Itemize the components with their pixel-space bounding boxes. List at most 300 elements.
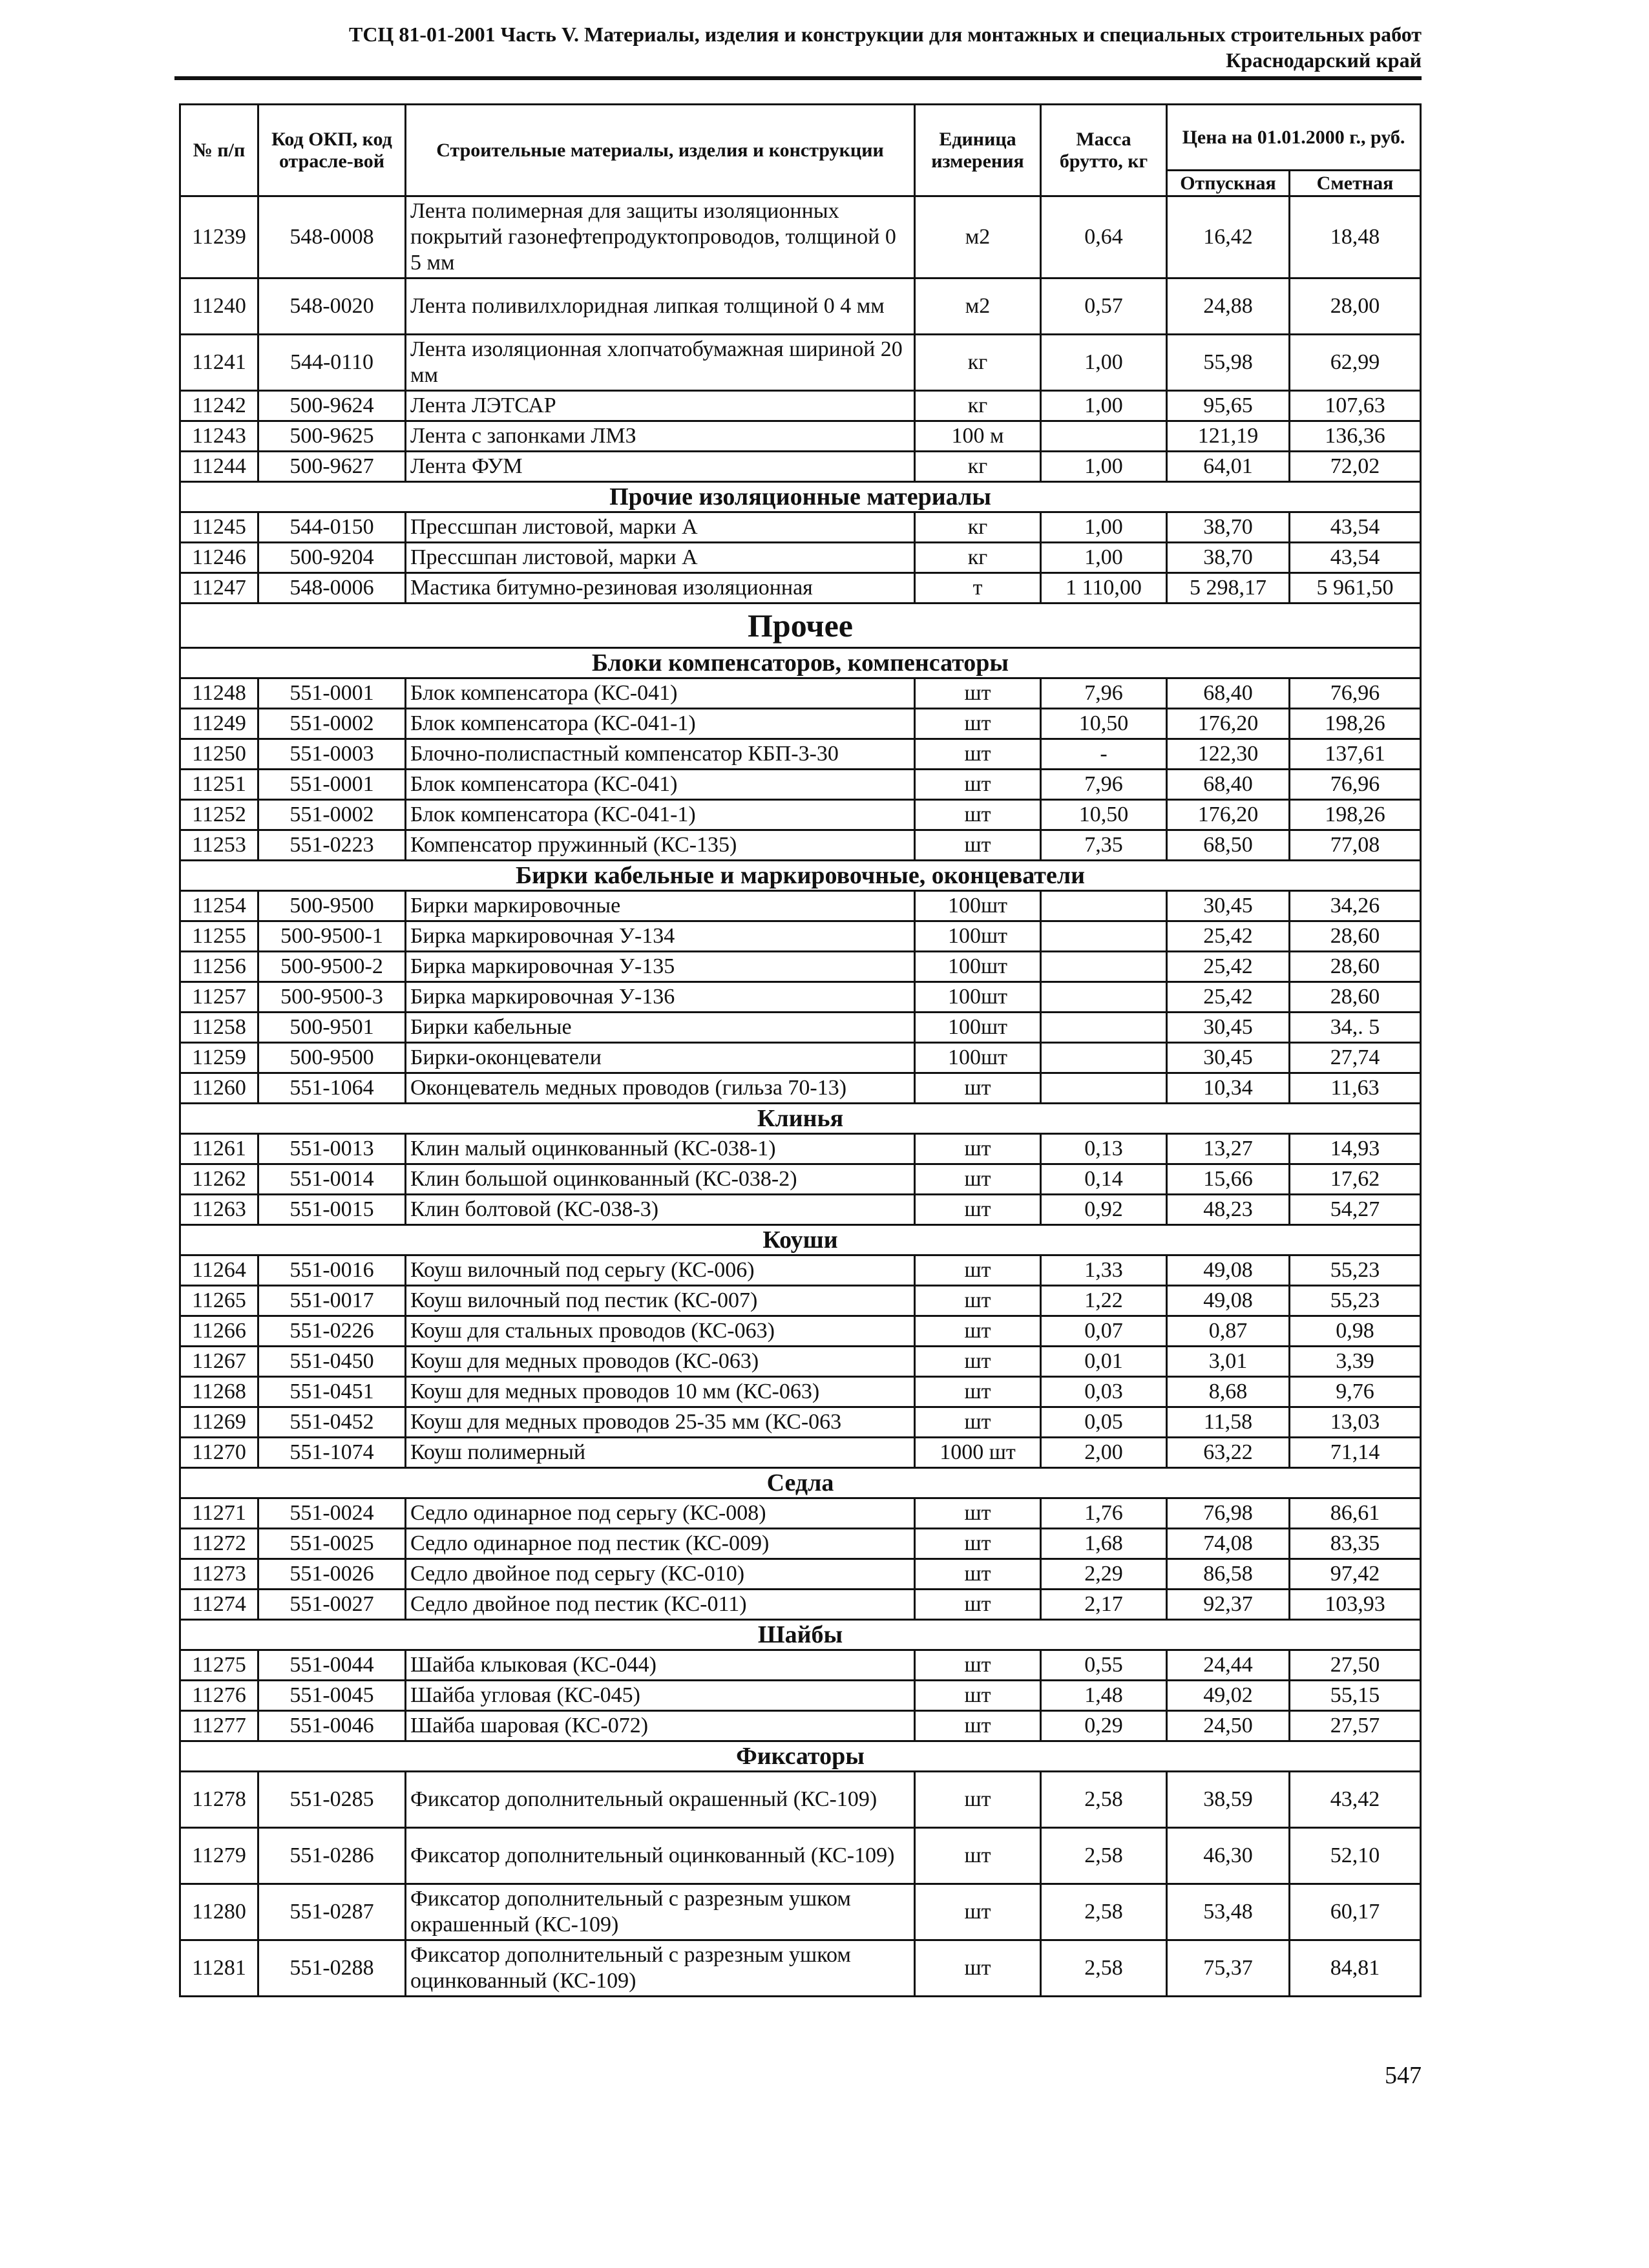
table-row (180, 196, 1421, 278)
estimate-price: 62,99 (1290, 335, 1421, 391)
column-header-unit: Единица измерения (915, 105, 1041, 196)
okp-code: 551-0014 (258, 1164, 406, 1195)
unit-of-measure: 100шт (915, 1013, 1041, 1043)
section-title: Шайбы (180, 1620, 1421, 1650)
unit-of-measure: кг (915, 335, 1041, 391)
estimate-price: 137,61 (1290, 739, 1421, 770)
release-price: 38,70 (1167, 543, 1290, 573)
gross-mass: 1,76 (1041, 1498, 1167, 1529)
table-row (180, 1164, 1421, 1195)
table-row (180, 952, 1421, 982)
estimate-price: 28,60 (1290, 982, 1421, 1013)
release-price: 38,70 (1167, 512, 1290, 543)
row-number: 11244 (180, 452, 258, 482)
release-price: 76,98 (1167, 1498, 1290, 1529)
material-name: Клин болтовой (КС-038-3) (406, 1195, 915, 1225)
table-row (180, 1407, 1421, 1438)
column-header-mass: Масса брутто, кг (1041, 105, 1167, 196)
row-number: 11248 (180, 678, 258, 709)
okp-code: 544-0110 (258, 335, 406, 391)
gross-mass: 7,96 (1041, 770, 1167, 800)
materials-price-table (179, 103, 1422, 1997)
okp-code: 551-0286 (258, 1828, 406, 1884)
gross-mass: 1,00 (1041, 512, 1167, 543)
estimate-price: 77,08 (1290, 830, 1421, 861)
section-heading-row (180, 1104, 1421, 1134)
release-price: 16,42 (1167, 196, 1290, 278)
unit-of-measure: шт (915, 1073, 1041, 1104)
section-heading-row (180, 482, 1421, 512)
row-number: 11240 (180, 278, 258, 335)
section-title: Блоки компенсаторов, компенсаторы (180, 648, 1421, 678)
material-name: Лента с запонками ЛМЗ (406, 421, 915, 452)
okp-code: 500-9500 (258, 1043, 406, 1073)
gross-mass: 10,50 (1041, 709, 1167, 739)
gross-mass: 0,55 (1041, 1650, 1167, 1681)
row-number: 11250 (180, 739, 258, 770)
unit-of-measure: шт (915, 1559, 1041, 1590)
table-row (180, 1316, 1421, 1347)
unit-of-measure: шт (915, 1498, 1041, 1529)
section-heading-row (180, 1468, 1421, 1498)
column-header-price: Цена на 01.01.2000 г., руб. (1167, 105, 1421, 171)
row-number: 11258 (180, 1013, 258, 1043)
estimate-price: 198,26 (1290, 800, 1421, 830)
table-row (180, 1347, 1421, 1377)
gross-mass: 2,58 (1041, 1940, 1167, 1997)
table-row (180, 739, 1421, 770)
row-number: 11253 (180, 830, 258, 861)
estimate-price: 14,93 (1290, 1134, 1421, 1164)
material-name: Компенсатор пружинный (КС-135) (406, 830, 915, 861)
release-price: 13,27 (1167, 1134, 1290, 1164)
release-price: 122,30 (1167, 739, 1290, 770)
okp-code: 551-0223 (258, 830, 406, 861)
unit-of-measure: шт (915, 709, 1041, 739)
unit-of-measure: 100шт (915, 891, 1041, 921)
document-header-region: Краснодарский край (1226, 48, 1422, 72)
okp-code: 551-0287 (258, 1884, 406, 1940)
row-number: 11260 (180, 1073, 258, 1104)
okp-code: 551-0451 (258, 1377, 406, 1407)
release-price: 25,42 (1167, 921, 1290, 952)
release-price: 86,58 (1167, 1559, 1290, 1590)
section-heading-row (180, 1225, 1421, 1255)
unit-of-measure: шт (915, 1884, 1041, 1940)
table-row (180, 1590, 1421, 1620)
section-heading-row (180, 1620, 1421, 1650)
okp-code: 548-0006 (258, 573, 406, 604)
gross-mass: 1 110,00 (1041, 573, 1167, 604)
row-number: 11241 (180, 335, 258, 391)
column-header-code: Код ОКП, код отрасле-вой (258, 105, 406, 196)
estimate-price: 27,57 (1290, 1711, 1421, 1741)
table-row (180, 982, 1421, 1013)
row-number: 11255 (180, 921, 258, 952)
table-row (180, 573, 1421, 604)
release-price: 75,37 (1167, 1940, 1290, 1997)
row-number: 11275 (180, 1650, 258, 1681)
table-row (180, 278, 1421, 335)
gross-mass: 1,00 (1041, 452, 1167, 482)
material-name: Лента ФУМ (406, 452, 915, 482)
okp-code: 551-0027 (258, 1590, 406, 1620)
okp-code: 551-0016 (258, 1255, 406, 1286)
estimate-price: 76,96 (1290, 770, 1421, 800)
gross-mass: 7,35 (1041, 830, 1167, 861)
material-name: Фиксатор дополнительный с разрезным ушком оцинкованный (КС-109) (406, 1940, 915, 1997)
estimate-price: 3,39 (1290, 1347, 1421, 1377)
estimate-price: 27,50 (1290, 1650, 1421, 1681)
table-row (180, 1073, 1421, 1104)
unit-of-measure: кг (915, 512, 1041, 543)
table-row (180, 512, 1421, 543)
row-number: 11272 (180, 1529, 258, 1559)
unit-of-measure: м2 (915, 196, 1041, 278)
row-number: 11278 (180, 1772, 258, 1828)
table-row (180, 543, 1421, 573)
material-name: Бирки-оконцеватели (406, 1043, 915, 1073)
unit-of-measure: шт (915, 1286, 1041, 1316)
release-price: 92,37 (1167, 1590, 1290, 1620)
material-name: Блок компенсатора (КС-041) (406, 770, 915, 800)
gross-mass: 0,92 (1041, 1195, 1167, 1225)
row-number: 11246 (180, 543, 258, 573)
section-title: Клинья (180, 1104, 1421, 1134)
estimate-price: 43,54 (1290, 543, 1421, 573)
okp-code: 548-0020 (258, 278, 406, 335)
release-price: 55,98 (1167, 335, 1290, 391)
row-number: 11251 (180, 770, 258, 800)
header-divider (174, 76, 1422, 80)
table-row (180, 1286, 1421, 1316)
gross-mass: 1,00 (1041, 543, 1167, 573)
document-header-title: ТСЦ 81-01-2001 Часть V. Материалы, изделия и конструкции для монтажных и специальных строительных работ (348, 23, 1422, 46)
gross-mass: 0,01 (1041, 1347, 1167, 1377)
unit-of-measure: 100шт (915, 952, 1041, 982)
estimate-price: 11,63 (1290, 1073, 1421, 1104)
material-name: Бирки кабельные (406, 1013, 915, 1043)
gross-mass: 2,17 (1041, 1590, 1167, 1620)
table-row (180, 391, 1421, 421)
column-header-estimate-price: Сметная (1290, 171, 1421, 196)
gross-mass (1041, 891, 1167, 921)
material-name: Седло двойное под пестик (КС-011) (406, 1590, 915, 1620)
unit-of-measure: шт (915, 770, 1041, 800)
column-header-number: № п/п (180, 105, 258, 196)
release-price: 49,08 (1167, 1255, 1290, 1286)
gross-mass: 0,29 (1041, 1711, 1167, 1741)
estimate-price: 55,15 (1290, 1681, 1421, 1711)
unit-of-measure: шт (915, 1711, 1041, 1741)
material-name: Фиксатор дополнительный оцинкованный (КС-109) (406, 1828, 915, 1884)
row-number: 11245 (180, 512, 258, 543)
unit-of-measure: шт (915, 1529, 1041, 1559)
okp-code: 500-9501 (258, 1013, 406, 1043)
row-number: 11274 (180, 1590, 258, 1620)
okp-code: 551-0001 (258, 770, 406, 800)
estimate-price: 60,17 (1290, 1884, 1421, 1940)
table-row (180, 452, 1421, 482)
release-price: 68,50 (1167, 830, 1290, 861)
estimate-price: 28,60 (1290, 952, 1421, 982)
estimate-price: 27,74 (1290, 1043, 1421, 1073)
gross-mass (1041, 952, 1167, 982)
unit-of-measure: кг (915, 391, 1041, 421)
gross-mass (1041, 421, 1167, 452)
okp-code: 551-1064 (258, 1073, 406, 1104)
okp-code: 500-9204 (258, 543, 406, 573)
estimate-price: 54,27 (1290, 1195, 1421, 1225)
release-price: 46,30 (1167, 1828, 1290, 1884)
estimate-price: 71,14 (1290, 1438, 1421, 1468)
okp-code: 500-9500-1 (258, 921, 406, 952)
unit-of-measure: 100шт (915, 921, 1041, 952)
table-row (180, 1134, 1421, 1164)
gross-mass: 0,07 (1041, 1316, 1167, 1347)
material-name: Коуш полимерный (406, 1438, 915, 1468)
gross-mass: 1,48 (1041, 1681, 1167, 1711)
material-name: Прессшпан листовой, марки А (406, 543, 915, 573)
gross-mass: 0,64 (1041, 196, 1167, 278)
material-name: Бирка маркировочная У-135 (406, 952, 915, 982)
table-row (180, 800, 1421, 830)
estimate-price: 72,02 (1290, 452, 1421, 482)
estimate-price: 84,81 (1290, 1940, 1421, 1997)
gross-mass: 1,00 (1041, 335, 1167, 391)
material-name: Бирка маркировочная У-134 (406, 921, 915, 952)
release-price: 49,02 (1167, 1681, 1290, 1711)
table-row (180, 1650, 1421, 1681)
estimate-price: 43,54 (1290, 512, 1421, 543)
gross-mass: 10,50 (1041, 800, 1167, 830)
material-name: Бирки маркировочные (406, 891, 915, 921)
table-row (180, 1772, 1421, 1828)
row-number: 11271 (180, 1498, 258, 1529)
unit-of-measure: т (915, 573, 1041, 604)
release-price: 48,23 (1167, 1195, 1290, 1225)
estimate-price: 103,93 (1290, 1590, 1421, 1620)
okp-code: 551-0015 (258, 1195, 406, 1225)
unit-of-measure: кг (915, 543, 1041, 573)
material-name: Коуш вилочный под пестик (КС-007) (406, 1286, 915, 1316)
material-name: Оконцеватель медных проводов (гильза 70-13) (406, 1073, 915, 1104)
release-price: 68,40 (1167, 678, 1290, 709)
unit-of-measure: шт (915, 830, 1041, 861)
row-number: 11281 (180, 1940, 258, 1997)
gross-mass (1041, 982, 1167, 1013)
okp-code: 551-0001 (258, 678, 406, 709)
estimate-price: 5 961,50 (1290, 573, 1421, 604)
release-price: 24,88 (1167, 278, 1290, 335)
material-name: Блок компенсатора (КС-041) (406, 678, 915, 709)
row-number: 11254 (180, 891, 258, 921)
estimate-price: 52,10 (1290, 1828, 1421, 1884)
section-heading-row (180, 648, 1421, 678)
table-row (180, 709, 1421, 739)
row-number: 11259 (180, 1043, 258, 1073)
table-row (180, 1884, 1421, 1940)
unit-of-measure: 100 м (915, 421, 1041, 452)
okp-code: 500-9624 (258, 391, 406, 421)
unit-of-measure: шт (915, 1377, 1041, 1407)
table-row (180, 1195, 1421, 1225)
estimate-price: 28,60 (1290, 921, 1421, 952)
row-number: 11267 (180, 1347, 258, 1377)
material-name: Седло одинарное под пестик (КС-009) (406, 1529, 915, 1559)
table-row (180, 1438, 1421, 1468)
row-number: 11273 (180, 1559, 258, 1590)
release-price: 3,01 (1167, 1347, 1290, 1377)
gross-mass: 0,57 (1041, 278, 1167, 335)
chapter-title: Прочее (180, 604, 1421, 648)
release-price: 95,65 (1167, 391, 1290, 421)
okp-code: 551-0046 (258, 1711, 406, 1741)
row-number: 11247 (180, 573, 258, 604)
estimate-price: 17,62 (1290, 1164, 1421, 1195)
row-number: 11256 (180, 952, 258, 982)
okp-code: 500-9500-2 (258, 952, 406, 982)
estimate-price: 9,76 (1290, 1377, 1421, 1407)
material-name: Бирка маркировочная У-136 (406, 982, 915, 1013)
material-name: Шайба шаровая (КС-072) (406, 1711, 915, 1741)
unit-of-measure: шт (915, 800, 1041, 830)
table-row (180, 921, 1421, 952)
okp-code: 551-1074 (258, 1438, 406, 1468)
unit-of-measure: м2 (915, 278, 1041, 335)
unit-of-measure: шт (915, 1164, 1041, 1195)
release-price: 0,87 (1167, 1316, 1290, 1347)
release-price: 25,42 (1167, 982, 1290, 1013)
release-price: 53,48 (1167, 1884, 1290, 1940)
gross-mass: 1,22 (1041, 1286, 1167, 1316)
estimate-price: 76,96 (1290, 678, 1421, 709)
gross-mass: 2,00 (1041, 1438, 1167, 1468)
okp-code: 500-9500 (258, 891, 406, 921)
release-price: 121,19 (1167, 421, 1290, 452)
release-price: 24,44 (1167, 1650, 1290, 1681)
material-name: Коуш для стальных проводов (КС-063) (406, 1316, 915, 1347)
unit-of-measure: шт (915, 1772, 1041, 1828)
okp-code: 551-0226 (258, 1316, 406, 1347)
gross-mass: 2,58 (1041, 1828, 1167, 1884)
material-name: Седло одинарное под серьгу (КС-008) (406, 1498, 915, 1529)
release-price: 38,59 (1167, 1772, 1290, 1828)
gross-mass: 0,03 (1041, 1377, 1167, 1407)
row-number: 11261 (180, 1134, 258, 1164)
section-title: Коуши (180, 1225, 1421, 1255)
material-name: Коуш для медных проводов 10 мм (КС-063) (406, 1377, 915, 1407)
gross-mass: - (1041, 739, 1167, 770)
okp-code: 544-0150 (258, 512, 406, 543)
okp-code: 548-0008 (258, 196, 406, 278)
estimate-price: 13,03 (1290, 1407, 1421, 1438)
okp-code: 551-0024 (258, 1498, 406, 1529)
estimate-price: 107,63 (1290, 391, 1421, 421)
row-number: 11239 (180, 196, 258, 278)
gross-mass: 1,00 (1041, 391, 1167, 421)
material-name: Коуш для медных проводов 25-35 мм (КС-063 (406, 1407, 915, 1438)
section-title: Седла (180, 1468, 1421, 1498)
okp-code: 551-0013 (258, 1134, 406, 1164)
section-heading-row (180, 861, 1421, 891)
material-name: Лента полимерная для защиты изоляционных покрытий газонефтепродуктопроводов, толщиной 0 5 мм (406, 196, 915, 278)
gross-mass: 1,33 (1041, 1255, 1167, 1286)
release-price: 68,40 (1167, 770, 1290, 800)
table-row (180, 891, 1421, 921)
estimate-price: 34,. 5 (1290, 1013, 1421, 1043)
material-name: Блочно-полиспастный компенсатор КБП-3-30 (406, 739, 915, 770)
material-name: Коуш для медных проводов (КС-063) (406, 1347, 915, 1377)
row-number: 11269 (180, 1407, 258, 1438)
release-price: 30,45 (1167, 1013, 1290, 1043)
material-name: Блок компенсатора (КС-041-1) (406, 800, 915, 830)
gross-mass: 0,14 (1041, 1164, 1167, 1195)
material-name: Шайба угловая (КС-045) (406, 1681, 915, 1711)
release-price: 25,42 (1167, 952, 1290, 982)
release-price: 74,08 (1167, 1529, 1290, 1559)
material-name: Лента изоляционная хлопчатобумажная шириной 20 мм (406, 335, 915, 391)
table-row (180, 678, 1421, 709)
release-price: 63,22 (1167, 1438, 1290, 1468)
row-number: 11280 (180, 1884, 258, 1940)
unit-of-measure: 100шт (915, 982, 1041, 1013)
unit-of-measure: шт (915, 1134, 1041, 1164)
row-number: 11276 (180, 1681, 258, 1711)
table-row (180, 1498, 1421, 1529)
table-row (180, 770, 1421, 800)
okp-code: 551-0003 (258, 739, 406, 770)
unit-of-measure: 100шт (915, 1043, 1041, 1073)
release-price: 64,01 (1167, 452, 1290, 482)
row-number: 11265 (180, 1286, 258, 1316)
unit-of-measure: шт (915, 1347, 1041, 1377)
okp-code: 551-0288 (258, 1940, 406, 1997)
release-price: 8,68 (1167, 1377, 1290, 1407)
gross-mass (1041, 1073, 1167, 1104)
row-number: 11277 (180, 1711, 258, 1741)
material-name: Седло двойное под серьгу (КС-010) (406, 1559, 915, 1590)
estimate-price: 0,98 (1290, 1316, 1421, 1347)
table-row (180, 1940, 1421, 1997)
gross-mass (1041, 1013, 1167, 1043)
release-price: 176,20 (1167, 800, 1290, 830)
okp-code: 551-0002 (258, 709, 406, 739)
okp-code: 551-0017 (258, 1286, 406, 1316)
estimate-price: 43,42 (1290, 1772, 1421, 1828)
okp-code: 500-9625 (258, 421, 406, 452)
material-name: Клин большой оцинкованный (КС-038-2) (406, 1164, 915, 1195)
gross-mass: 2,29 (1041, 1559, 1167, 1590)
gross-mass: 0,13 (1041, 1134, 1167, 1164)
gross-mass (1041, 921, 1167, 952)
estimate-price: 55,23 (1290, 1286, 1421, 1316)
row-number: 11266 (180, 1316, 258, 1347)
section-title: Прочие изоляционные материалы (180, 482, 1421, 512)
okp-code: 551-0025 (258, 1529, 406, 1559)
unit-of-measure: шт (915, 1590, 1041, 1620)
row-number: 11257 (180, 982, 258, 1013)
row-number: 11268 (180, 1377, 258, 1407)
gross-mass: 2,58 (1041, 1772, 1167, 1828)
material-name: Шайба клыковая (КС-044) (406, 1650, 915, 1681)
estimate-price: 97,42 (1290, 1559, 1421, 1590)
unit-of-measure: шт (915, 1255, 1041, 1286)
row-number: 11249 (180, 709, 258, 739)
table-row (180, 1529, 1421, 1559)
table-row (180, 1043, 1421, 1073)
table-row (180, 1828, 1421, 1884)
